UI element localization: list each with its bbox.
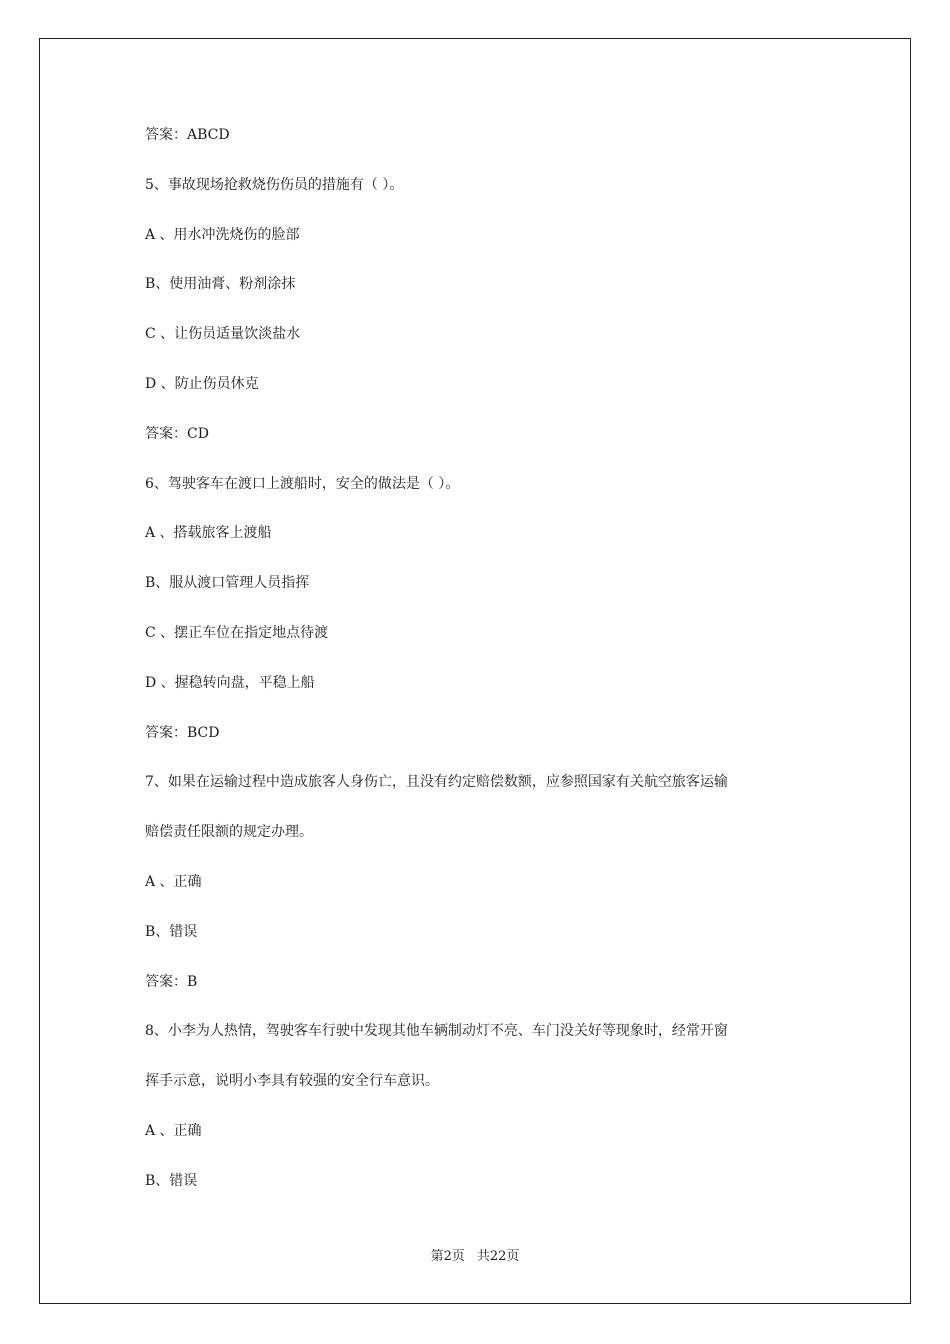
- q6-option-c: C 、摆正车位在指定地点待渡: [145, 624, 329, 641]
- q6-option-b: B、服从渡口管理人员指挥: [145, 575, 310, 592]
- q6-option-a: A 、搭载旅客上渡船: [145, 525, 272, 542]
- q5-option-b: B、使用油膏、粉剂涂抹: [145, 276, 296, 293]
- page-footer: [0, 1248, 950, 1266]
- answer-line-q6: 答案：BCD: [145, 724, 220, 741]
- q5-option-d: D 、防止伤员休克: [145, 375, 259, 392]
- q5-option-c: C 、让伤员适量饮淡盐水: [145, 326, 301, 343]
- question-8-line-2: 挥手示意，说明小李具有较强的安全行车意识。: [145, 1073, 439, 1090]
- question-7-line-2: 赔偿责任限额的规定办理。: [145, 824, 313, 841]
- answer-line-q7: 答案：B: [145, 973, 198, 990]
- question-5: 5、事故现场抢救烧伤伤员的措施有（ ）。: [145, 176, 404, 193]
- answer-line-q4: 答案：ABCD: [145, 127, 230, 143]
- document-body: [145, 125, 825, 1221]
- answer-line-q5: 答案：CD: [145, 425, 209, 442]
- total-pages: 共22页: [476, 1249, 520, 1264]
- page-number: 第2页: [430, 1249, 465, 1264]
- q8-option-b: B、错误: [145, 1172, 198, 1189]
- q7-option-b: B、错误: [145, 923, 198, 940]
- question-6: 6、驾驶客车在渡口上渡船时，安全的做法是（ ）。: [145, 475, 460, 492]
- q5-option-a: A 、用水冲洗烧伤的脸部: [145, 226, 300, 243]
- question-8-line-1: 8、小李为人热情，驾驶客车行驶中发现其他车辆制动灯不亮、车门没关好等现象时，经常开窗: [145, 1023, 728, 1040]
- q7-option-a: A 、正确: [145, 873, 202, 890]
- q8-option-a: A 、正确: [145, 1122, 202, 1139]
- q6-option-d: D 、握稳转向盘，平稳上船: [145, 674, 315, 691]
- question-7-line-1: 7、如果在运输过程中造成旅客人身伤亡，且没有约定赔偿数额，应参照国家有关航空旅客运输: [145, 774, 728, 791]
